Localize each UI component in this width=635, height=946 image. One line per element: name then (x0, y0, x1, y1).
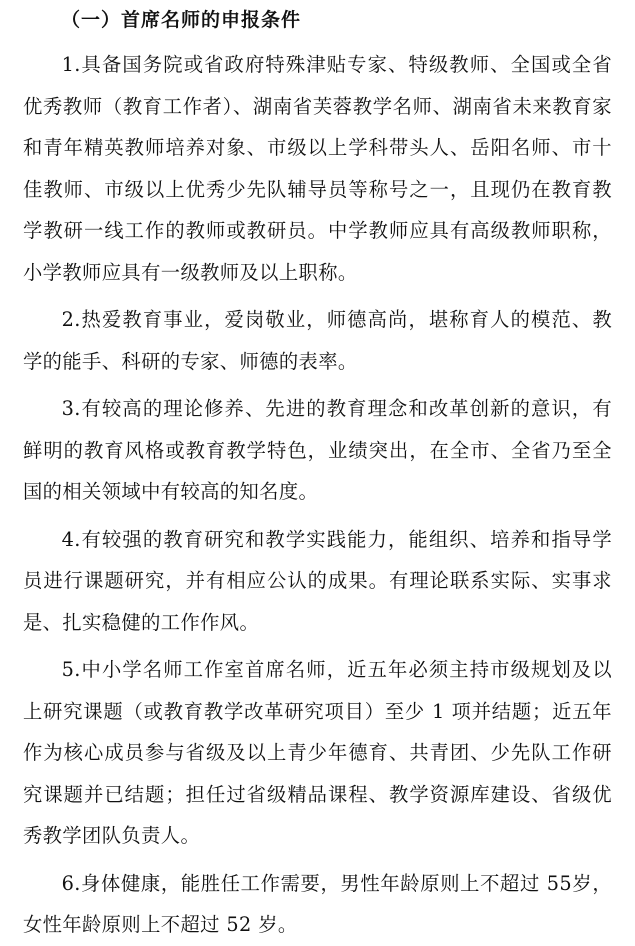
requirement-item-6: 6.身体健康，能胜任工作需要，男性年龄原则上不超过 55岁，女性年龄原则上不超过 52 岁。 (23, 871, 612, 936)
requirement-item-4: 4.有较强的教育研究和教学实践能力，能组织、培养和指导学员进行课题研究，并有相应公认的成果。有理论联系实际、实事求是、扎实稳健的工作作风。 (23, 527, 612, 634)
section-heading: （一）首席名师的申报条件 (61, 9, 302, 31)
requirement-item-3: 3.有较高的理论修养、先进的教育理念和改革创新的意识，有鲜明的教育风格或教育教学特色，业绩突出，在全市、全省乃至全国的相关领域中有较高的知名度。 (23, 397, 612, 503)
requirement-item-2: 2.热爱教育事业，爱岗敬业，师德高尚，堪称育人的模范、教学的能手、科研的专家、师德的表率。 (23, 308, 612, 373)
requirement-item-5: 5.中小学名师工作室首席名师，近五年必须主持市级规划及以上研究课题（或教育教学改革研究项目）至少 1 项并结题；近五年作为核心成员参与省级及以上青少年德育、共青团、少先队工作研究课题并已结题；担任过省级精品课程、教学资源库建设、省级优秀教学团队负责人。 (23, 658, 612, 847)
requirement-item-1: 1.具备国务院或省政府特殊津贴专家、特级教师、全国或全省优秀教师（教育工作者）、湖南省芙蓉教学名师、湖南省未来教育家和青年精英教师培养对象、市级以上学科带头人、岳阳名师、市十佳教师、市级以上优秀少先队辅导员等称号之一，且现仍在教育教学教研一线工作的教师或教研员。中学教师应具有高级教师职称，小学教师应具有一级教师及以上职称。 (23, 53, 612, 284)
